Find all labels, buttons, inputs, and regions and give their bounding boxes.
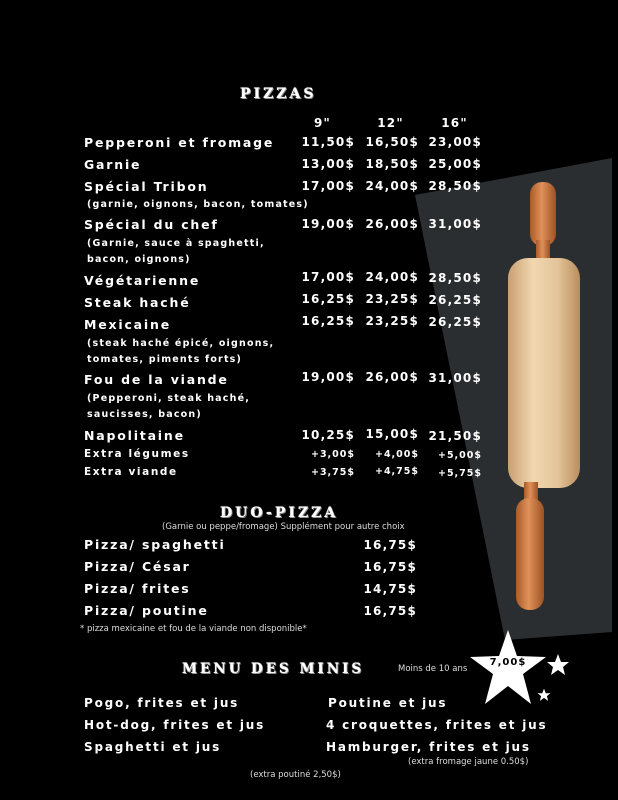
pizza-price-9: 19,00$ bbox=[301, 217, 355, 231]
price-star-icon bbox=[468, 628, 548, 708]
pizza-description: tomates, piments forts) bbox=[87, 354, 243, 365]
mini-item: 4 croquettes, frites et jus bbox=[326, 718, 548, 732]
duo-title: DUO-PIZZA bbox=[220, 505, 339, 521]
fromage-note: (extra fromage jaune 0.50$) bbox=[408, 757, 529, 767]
minis-age-note: Moins de 10 ans bbox=[398, 664, 468, 674]
pizza-price-12: 26,00$ bbox=[365, 370, 419, 384]
mini-item: Hot-dog, frites et jus bbox=[84, 718, 266, 732]
pizza-price-9: 13,00$ bbox=[301, 157, 355, 171]
pizza-price-9: 17,00$ bbox=[301, 179, 355, 193]
pizza-description: (Pepperoni, steak haché, bbox=[87, 393, 251, 404]
pizza-price-9: 16,25$ bbox=[301, 314, 355, 328]
pizza-price-9: 10,25$ bbox=[301, 428, 355, 442]
pizza-price-16: 21,50$ bbox=[428, 429, 482, 443]
duo-item-name: Pizza/ frites bbox=[84, 581, 191, 596]
mini-item: Spaghetti et jus bbox=[84, 740, 222, 754]
extra-price-9: +3,75$ bbox=[310, 467, 355, 478]
pizza-price-16: 28,50$ bbox=[428, 179, 482, 193]
pizza-name: Fou de la viande bbox=[84, 372, 229, 387]
pizza-price-16: 26,25$ bbox=[428, 293, 482, 307]
pizza-name: Spécial Tribon bbox=[84, 179, 209, 194]
extra-price-16: +5,75$ bbox=[437, 468, 482, 479]
pizza-name: Spécial du chef bbox=[84, 217, 219, 232]
pizza-price-16: 31,00$ bbox=[428, 371, 482, 385]
duo-item-name: Pizza/ spaghetti bbox=[84, 537, 226, 552]
pizza-price-12: 24,00$ bbox=[365, 179, 419, 193]
mini-item: Poutine et jus bbox=[328, 696, 448, 710]
pizza-price-12: 23,25$ bbox=[365, 292, 419, 306]
rolling-pin-image bbox=[480, 180, 590, 615]
small-star-icon bbox=[546, 653, 570, 677]
pizzas-title: PIZZAS bbox=[240, 86, 317, 102]
poutine-note: (extra poutiné 2,50$) bbox=[250, 770, 341, 780]
pizza-price-9: 17,00$ bbox=[301, 270, 355, 284]
pizza-description: (Garnie, sauce à spaghetti, bbox=[87, 238, 265, 249]
extra-price-12: +4,00$ bbox=[374, 449, 419, 460]
duo-subtitle: (Garnie ou peppe/fromage) Supplément pour autre choix bbox=[162, 522, 405, 532]
pizza-price-16: 31,00$ bbox=[428, 217, 482, 231]
extra-price-9: +3,00$ bbox=[310, 449, 355, 460]
pizza-price-12: 16,50$ bbox=[365, 135, 419, 149]
duo-item-price: 14,75$ bbox=[363, 582, 417, 596]
mini-item: Pogo, frites et jus bbox=[84, 696, 240, 710]
pizza-price-16: 26,25$ bbox=[428, 315, 482, 329]
mini-item: Hamburger, frites et jus bbox=[326, 740, 531, 754]
pizza-price-9: 19,00$ bbox=[301, 370, 355, 384]
tiny-star-icon bbox=[537, 688, 551, 702]
duo-item-name: Pizza/ poutine bbox=[84, 603, 209, 618]
minis-price: 7,00$ bbox=[489, 657, 527, 668]
pizza-price-12: 23,25$ bbox=[365, 314, 419, 328]
duo-item-name: Pizza/ César bbox=[84, 559, 191, 574]
pizza-description: saucisses, bacon) bbox=[87, 409, 202, 420]
duo-footnote: * pizza mexicaine et fou de la viande non disponible* bbox=[80, 624, 307, 634]
size-header-16: 16" bbox=[441, 116, 468, 130]
pizza-description: bacon, oignons) bbox=[87, 254, 191, 265]
duo-item-price: 16,75$ bbox=[363, 560, 417, 574]
pizza-name: Steak haché bbox=[84, 295, 191, 310]
extra-name: Extra légumes bbox=[84, 448, 190, 460]
duo-item-price: 16,75$ bbox=[363, 604, 417, 618]
minis-title: MENU DES MINIS bbox=[182, 661, 365, 677]
duo-item-price: 16,75$ bbox=[363, 538, 417, 552]
extra-price-16: +5,00$ bbox=[437, 450, 482, 461]
pizza-price-16: 28,50$ bbox=[428, 271, 482, 285]
pizza-price-9: 16,25$ bbox=[301, 292, 355, 306]
size-header-9: 9" bbox=[313, 116, 331, 130]
pizza-price-9: 11,50$ bbox=[301, 135, 355, 149]
pizza-name: Garnie bbox=[84, 157, 142, 172]
pizza-name: Végétarienne bbox=[84, 273, 201, 288]
pizza-price-12: 24,00$ bbox=[365, 270, 419, 284]
pizza-name: Mexicaine bbox=[84, 317, 171, 332]
pizza-price-16: 23,00$ bbox=[428, 135, 482, 149]
pizza-name: Pepperoni et fromage bbox=[84, 135, 275, 150]
pizza-price-12: 18,50$ bbox=[365, 157, 419, 171]
size-header-12: 12" bbox=[377, 116, 404, 130]
pizza-description: (garnie, oignons, bacon, tomates) bbox=[87, 199, 309, 210]
pizza-price-16: 25,00$ bbox=[428, 157, 482, 171]
pizza-name: Napolitaine bbox=[84, 428, 185, 443]
pizza-description: (steak haché épicé, oignons, bbox=[87, 338, 275, 349]
extra-name: Extra viande bbox=[84, 466, 178, 478]
extra-price-12: +4,75$ bbox=[374, 466, 419, 477]
pizza-price-12: 26,00$ bbox=[365, 217, 419, 231]
pizza-price-12: 15,00$ bbox=[365, 427, 419, 441]
